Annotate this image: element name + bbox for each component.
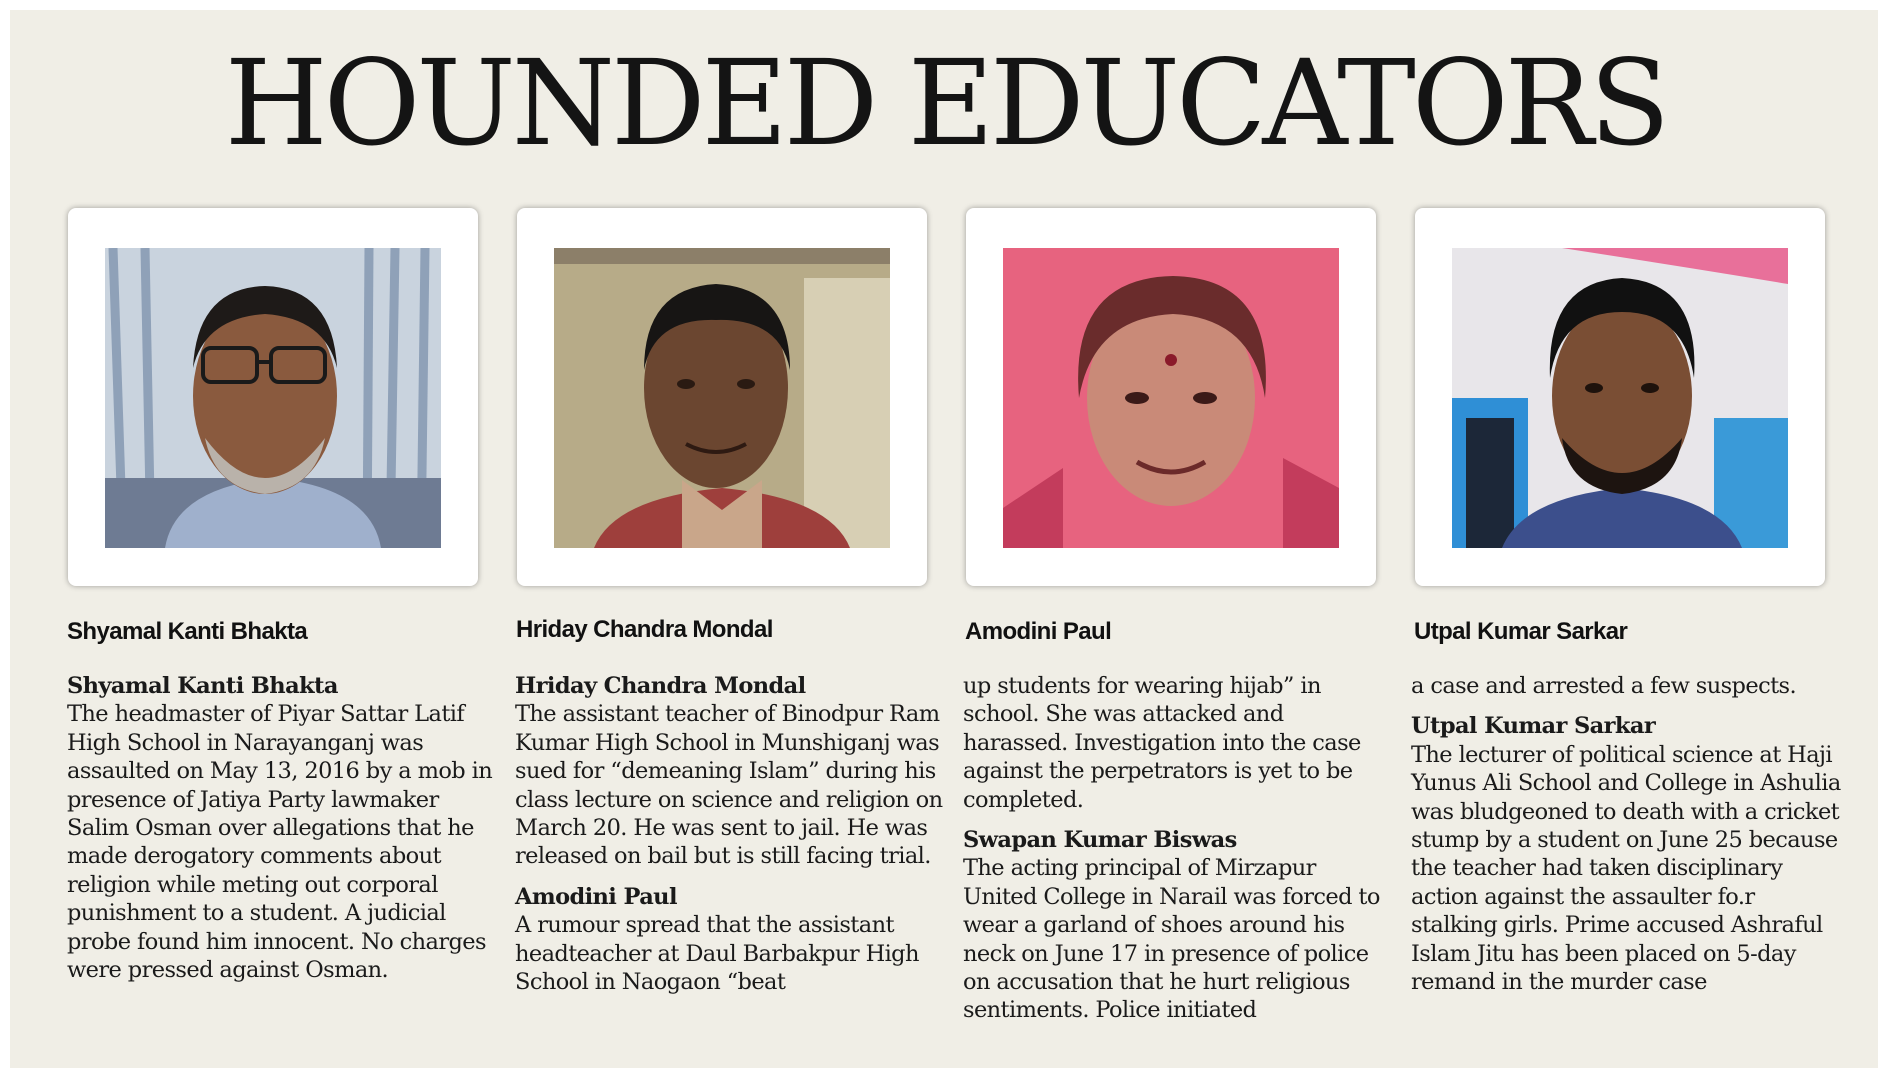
portrait-photo-1: [105, 248, 441, 548]
educator-name: Shyamal Kanti Bhakta: [67, 673, 338, 699]
text-column-2: [515, 672, 945, 996]
educator-name: Amodini Paul: [515, 883, 677, 910]
educator-name: Utpal Kumar Sarkar: [1411, 713, 1656, 740]
educator-story: A rumour spread that the assistant headteacher at Daul Barbakpur High School in Naogaon “beat: [515, 912, 919, 996]
photo-card-1: [68, 208, 478, 586]
educator-story: The assistant teacher of Binodpur Ram Kumar High School in Munshiganj was sued for “demeaning Islam” during his class lecture on science and religion on March 20. He was sent to jail. He was released on bail but is still facing trial.: [515, 701, 943, 870]
photo-caption-1: Shyamal Kanti Bhakta: [67, 618, 308, 645]
photo-caption-2: Hriday Chandra Mondal: [516, 616, 773, 643]
portrait-photo-2: [554, 248, 890, 548]
photo-card-4: [1415, 208, 1825, 586]
text-column-3: [963, 672, 1393, 1025]
photo-caption-4: Utpal Kumar Sarkar: [1414, 618, 1628, 645]
educator-name: Hriday Chandra Mondal: [515, 673, 806, 699]
story-continuation: up students for wearing hijab” in school. She was attacked and harassed. Investigation into the case against the perpetrators is yet to be completed.: [963, 673, 1361, 813]
story-continuation: a case and arrested a few suspects.: [1411, 673, 1797, 699]
educator-story: The headmaster of Piyar Sattar Latif High School in Narayanganj was assaulted on May 13, 2016 by a mob in presence of Jatiya Party lawmaker Salim Osman over allegations that he made derogatory comments about religion while meting out corporal punishment to a student. A judicial probe found him innocent. No charges were pressed against Osman.: [67, 701, 493, 984]
photo-card-3: [966, 208, 1376, 586]
portrait-photo-4: [1452, 248, 1788, 548]
text-column-4: [1411, 672, 1841, 996]
educator-story: The acting principal of Mirzapur United College in Narail was forced to wear a garland of shoes around his neck on June 17 in presence of police on accusation that he hurt religious sentiments. Police initiated: [963, 855, 1380, 1024]
text-column-1: [67, 672, 497, 984]
photo-caption-3: Amodini Paul: [965, 618, 1112, 645]
portrait-photo-3: [1003, 248, 1339, 548]
photo-card-2: [517, 208, 927, 586]
educator-name: Swapan Kumar Biswas: [963, 827, 1237, 854]
educator-story: The lecturer of political science at Haji Yunus Ali School and College in Ashulia was bludgeoned to death with a cricket stump by a student on June 25 because the teacher had taken disciplinary action against the assaulter fo.r stalking girls. Prime accused Ashraful Islam Jitu has been placed on 5-day remand in the murder case: [1411, 741, 1841, 996]
headline: HOUNDED EDUCATORS: [224, 34, 1667, 172]
